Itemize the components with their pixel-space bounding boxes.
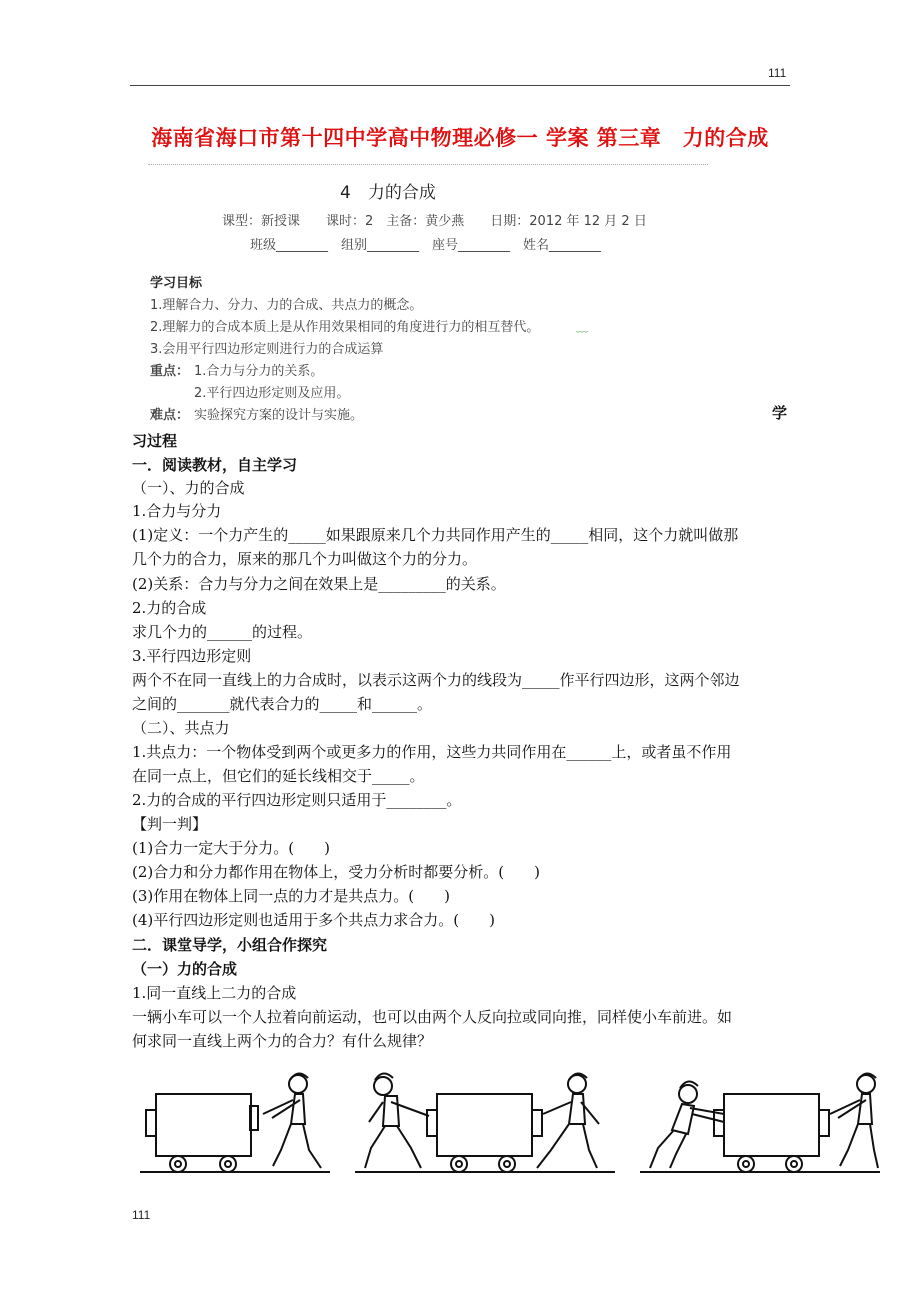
- key-label: 重点：: [150, 364, 190, 379]
- text-line: (2)关系：合力与分力之间在效果上是_________的关系。: [132, 575, 506, 593]
- cart-opposite-figure: [355, 1068, 615, 1182]
- text-line: 2.力的合成: [132, 599, 207, 617]
- cart-pull-figure: [140, 1068, 330, 1182]
- difficulty-text: 实验探究方案的设计与实施。: [194, 408, 364, 423]
- lesson-title: 4 力的合成: [340, 183, 436, 203]
- lesson-meta: 课型：新授课 课时：2 主备：黄少燕 日期：2012 年 12 月 2 日: [222, 214, 647, 229]
- judge-item: (4)平行四边形定则也适用于多个共点力求合力。( ): [132, 911, 495, 929]
- squiggle-mark: ﹏: [576, 320, 589, 334]
- text-line: 【判一判】: [132, 815, 208, 833]
- page-number-top: 111: [768, 66, 787, 80]
- text-line: (1)定义：一个力产生的_____如果跟原来几个力共同作用产生的_____相同，这个力就叫做那: [132, 526, 739, 544]
- section-heading: 二．课堂导学，小组合作探究: [132, 936, 328, 954]
- key-point: 2.平行四边形定则及应用。: [194, 386, 350, 401]
- text-line: 一辆小车可以一个人拉着向前运动，也可以由两个人反向拉或同向推，同样使小车前进。如: [132, 1008, 733, 1026]
- objective-item: 3.会用平行四边形定则进行力的合成运算: [150, 342, 384, 357]
- text-line: 1.共点力：一个物体受到两个或更多力的作用，这些力共同作用在______上，或者虽不作用: [132, 743, 732, 761]
- cart-push-figure: [640, 1068, 880, 1182]
- divider: [148, 164, 708, 165]
- objectives-heading: 学习目标: [150, 276, 203, 291]
- text-line: 之间的_______就代表合力的_____和______。: [132, 695, 433, 713]
- section-heading: 习过程: [132, 432, 178, 450]
- judge-item: (3)作用在物体上同一点的力才是共点力。( ): [132, 887, 450, 905]
- objective-item: 2.理解力的合成本质上是从作用效果相同的角度进行力的相互替代。: [150, 320, 540, 335]
- judge-item: (2)合力和分力都作用在物体上，受力分析时都要分析。( ): [132, 863, 540, 881]
- subsection-heading: （二）、共点力: [132, 719, 230, 737]
- student-info: 班级________ 组别________ 座号________ 姓名________: [250, 238, 602, 253]
- difficulty-label: 难点：: [150, 408, 190, 423]
- text-line: 在同一点上，但它们的延长线相交于_____。: [132, 767, 425, 785]
- text-line: 2.力的合成的平行四边形定则只适用于________。: [132, 791, 462, 809]
- text-line: 1.合力与分力: [132, 502, 222, 520]
- text-line: 何求同一直线上两个力的合力？有什么规律？: [132, 1032, 433, 1050]
- text-line: 几个力的合力，原来的那几个力叫做这个力的分力。: [132, 550, 478, 568]
- text-line: 1.同一直线上二力的合成: [132, 984, 297, 1002]
- xue-char: 学: [772, 404, 788, 422]
- header-rule: [130, 85, 790, 86]
- section-heading: 一．阅读教材，自主学习: [132, 456, 298, 474]
- page-number-bottom: 111: [132, 1208, 151, 1222]
- text-line: 两个不在同一直线上的力合成时，以表示这两个力的线段为_____作平行四边形，这两个邻边: [132, 671, 740, 689]
- text-line: 求几个力的______的过程。: [132, 623, 313, 641]
- key-point: 1.合力与分力的关系。: [194, 364, 324, 379]
- text-line: 3.平行四边形定则: [132, 647, 252, 665]
- subsection-heading: （一）、力的合成: [132, 479, 245, 497]
- objective-item: 1.理解合力、分力、力的合成、共点力的概念。: [150, 298, 423, 313]
- subsection-heading: （一）力的合成: [132, 960, 238, 978]
- page-title: 海南省海口市第十四中学高中物理必修一 学案 第三章 力的合成: [151, 126, 769, 150]
- judge-item: (1)合力一定大于分力。( ): [132, 839, 330, 857]
